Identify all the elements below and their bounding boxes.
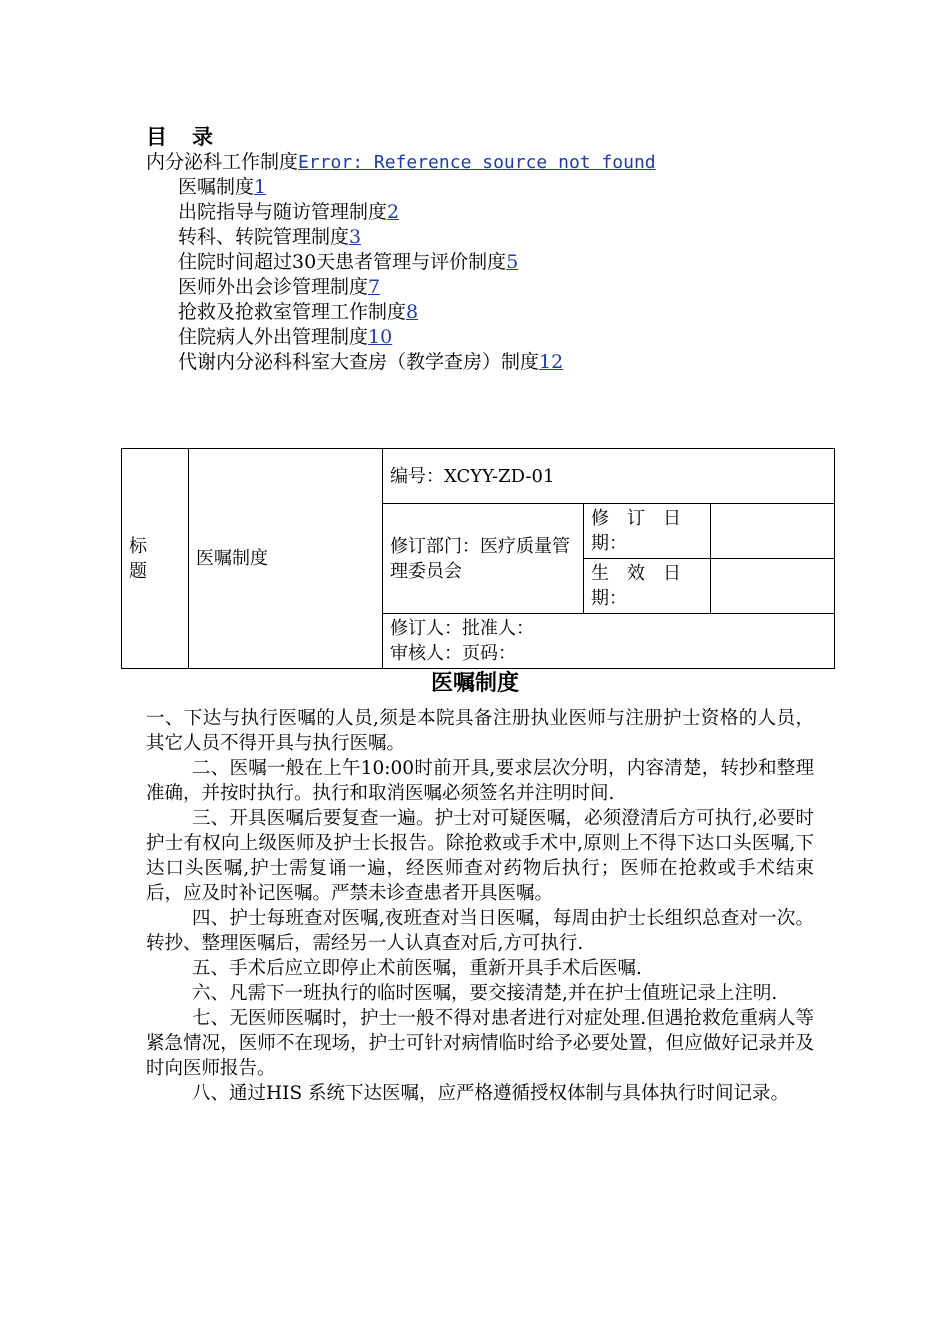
table-of-contents: [146, 124, 846, 375]
toc-page-link[interactable]: 3: [349, 226, 362, 248]
toc-item: [146, 275, 846, 300]
toc-main-label: 内分泌科工作制度: [146, 151, 299, 173]
toc-page-link[interactable]: 5: [506, 251, 519, 273]
document-body: [146, 706, 814, 1106]
revise-dept: 修订部门：医疗质量管理委员会: [390, 535, 570, 582]
title-label: 标题: [129, 535, 147, 582]
toc-item-label: 住院病人外出管理制度: [178, 326, 369, 348]
paragraph: 四、护士每班查对医嘱,夜班查对当日医嘱，每周由护士长组织总查对一次。转抄、整理医嘱后，需经另一人认真查对后,方可执行.: [146, 908, 814, 954]
toc-item-label: 住院时间超过30天患者管理与评价制度: [178, 251, 507, 273]
revise-dept-cell: [383, 504, 584, 614]
toc-page-link[interactable]: 2: [387, 201, 400, 223]
document-meta-table: [121, 448, 835, 669]
toc-main-item: [146, 150, 846, 175]
toc-page-link[interactable]: 8: [406, 301, 419, 323]
paragraph: 八、通过HIS 系统下达医嘱，应严格遵循授权体制与具体执行时间记录。: [192, 1083, 789, 1104]
revise-date-label-cell: [584, 504, 711, 559]
toc-item: [146, 250, 846, 275]
toc-page-link[interactable]: 1: [254, 176, 267, 198]
toc-item: [146, 350, 846, 375]
toc-item: [146, 225, 846, 250]
effective-date-value: [711, 559, 835, 614]
document-title: 医嘱制度: [430, 671, 519, 696]
title-value: 医嘱制度: [196, 548, 268, 569]
toc-page-link[interactable]: 7: [368, 276, 381, 298]
reviser-approver: 修订人：批准人：: [390, 618, 534, 639]
toc-item: [146, 325, 846, 350]
doc-code: 编号：XCYY-ZD-01: [390, 465, 555, 487]
toc-item-label: 转科、转院管理制度: [178, 226, 350, 248]
toc-heading: 目 录: [146, 124, 215, 149]
toc-item-label: 出院指导与随访管理制度: [178, 201, 388, 223]
paragraph: 六、凡需下一班执行的临时医嘱，要交接清楚,并在护士值班记录上注明.: [192, 983, 778, 1004]
toc-page-link[interactable]: 12: [539, 351, 564, 373]
toc-page-link[interactable]: 10: [368, 326, 393, 348]
toc-item-label: 代谢内分泌科科室大查房（教学查房）制度: [178, 351, 540, 373]
toc-item-label: 医嘱制度: [178, 176, 255, 198]
effective-date-label: 生 效 日期：: [591, 563, 681, 609]
toc-item-label: 医师外出会诊管理制度: [178, 276, 369, 298]
paragraph: 七、无医师医嘱时，护士一般不得对患者进行对症处理.但遇抢救危重病人等紧急情况，医师不在现场，护士可针对病情临时给予必要处置，但应做好记录并及时向医师报告。: [146, 1008, 814, 1079]
effective-date-label-cell: [584, 559, 711, 614]
toc-item: [146, 175, 846, 200]
title-label-cell: [122, 449, 189, 669]
doc-code-cell: [383, 449, 835, 504]
toc-item-label: 抢救及抢救室管理工作制度: [178, 301, 407, 323]
title-value-cell: [189, 449, 383, 669]
toc-main-ref-link[interactable]: Error: Reference source not found: [298, 152, 656, 173]
paragraph: 三、开具医嘱后要复查一遍。护士对可疑医嘱，必须澄清后方可执行,必要时护士有权向上级医师及护士长报告。除抢救或手术中,原则上不得下达口头医嘱,下达口头医嘱,护士需复诵一遍，经医师查对药物后执行；医师在抢救或手术结束后，应及时补记医嘱。严禁未诊查患者开具医嘱。: [146, 808, 814, 904]
signoff-cell: [383, 614, 835, 669]
paragraph: 五、手术后应立即停止术前医嘱，重新开具手术后医嘱.: [192, 958, 642, 979]
paragraph: 一、下达与执行医嘱的人员,须是本院具备注册执业医师与注册护士资格的人员，其它人员不得开具与执行医嘱。: [146, 708, 814, 754]
auditor-page: 审核人：页码：: [390, 643, 516, 664]
revise-date-label: 修 订 日期：: [591, 508, 681, 554]
toc-item: [146, 300, 846, 325]
revise-date-value: [711, 504, 835, 559]
paragraph: 二、医嘱一般在上午10:00时前开具,要求层次分明，内容清楚，转抄和整理准确，并按时执行。执行和取消医嘱必须签名并注明时间.: [146, 758, 814, 804]
toc-item: [146, 200, 846, 225]
